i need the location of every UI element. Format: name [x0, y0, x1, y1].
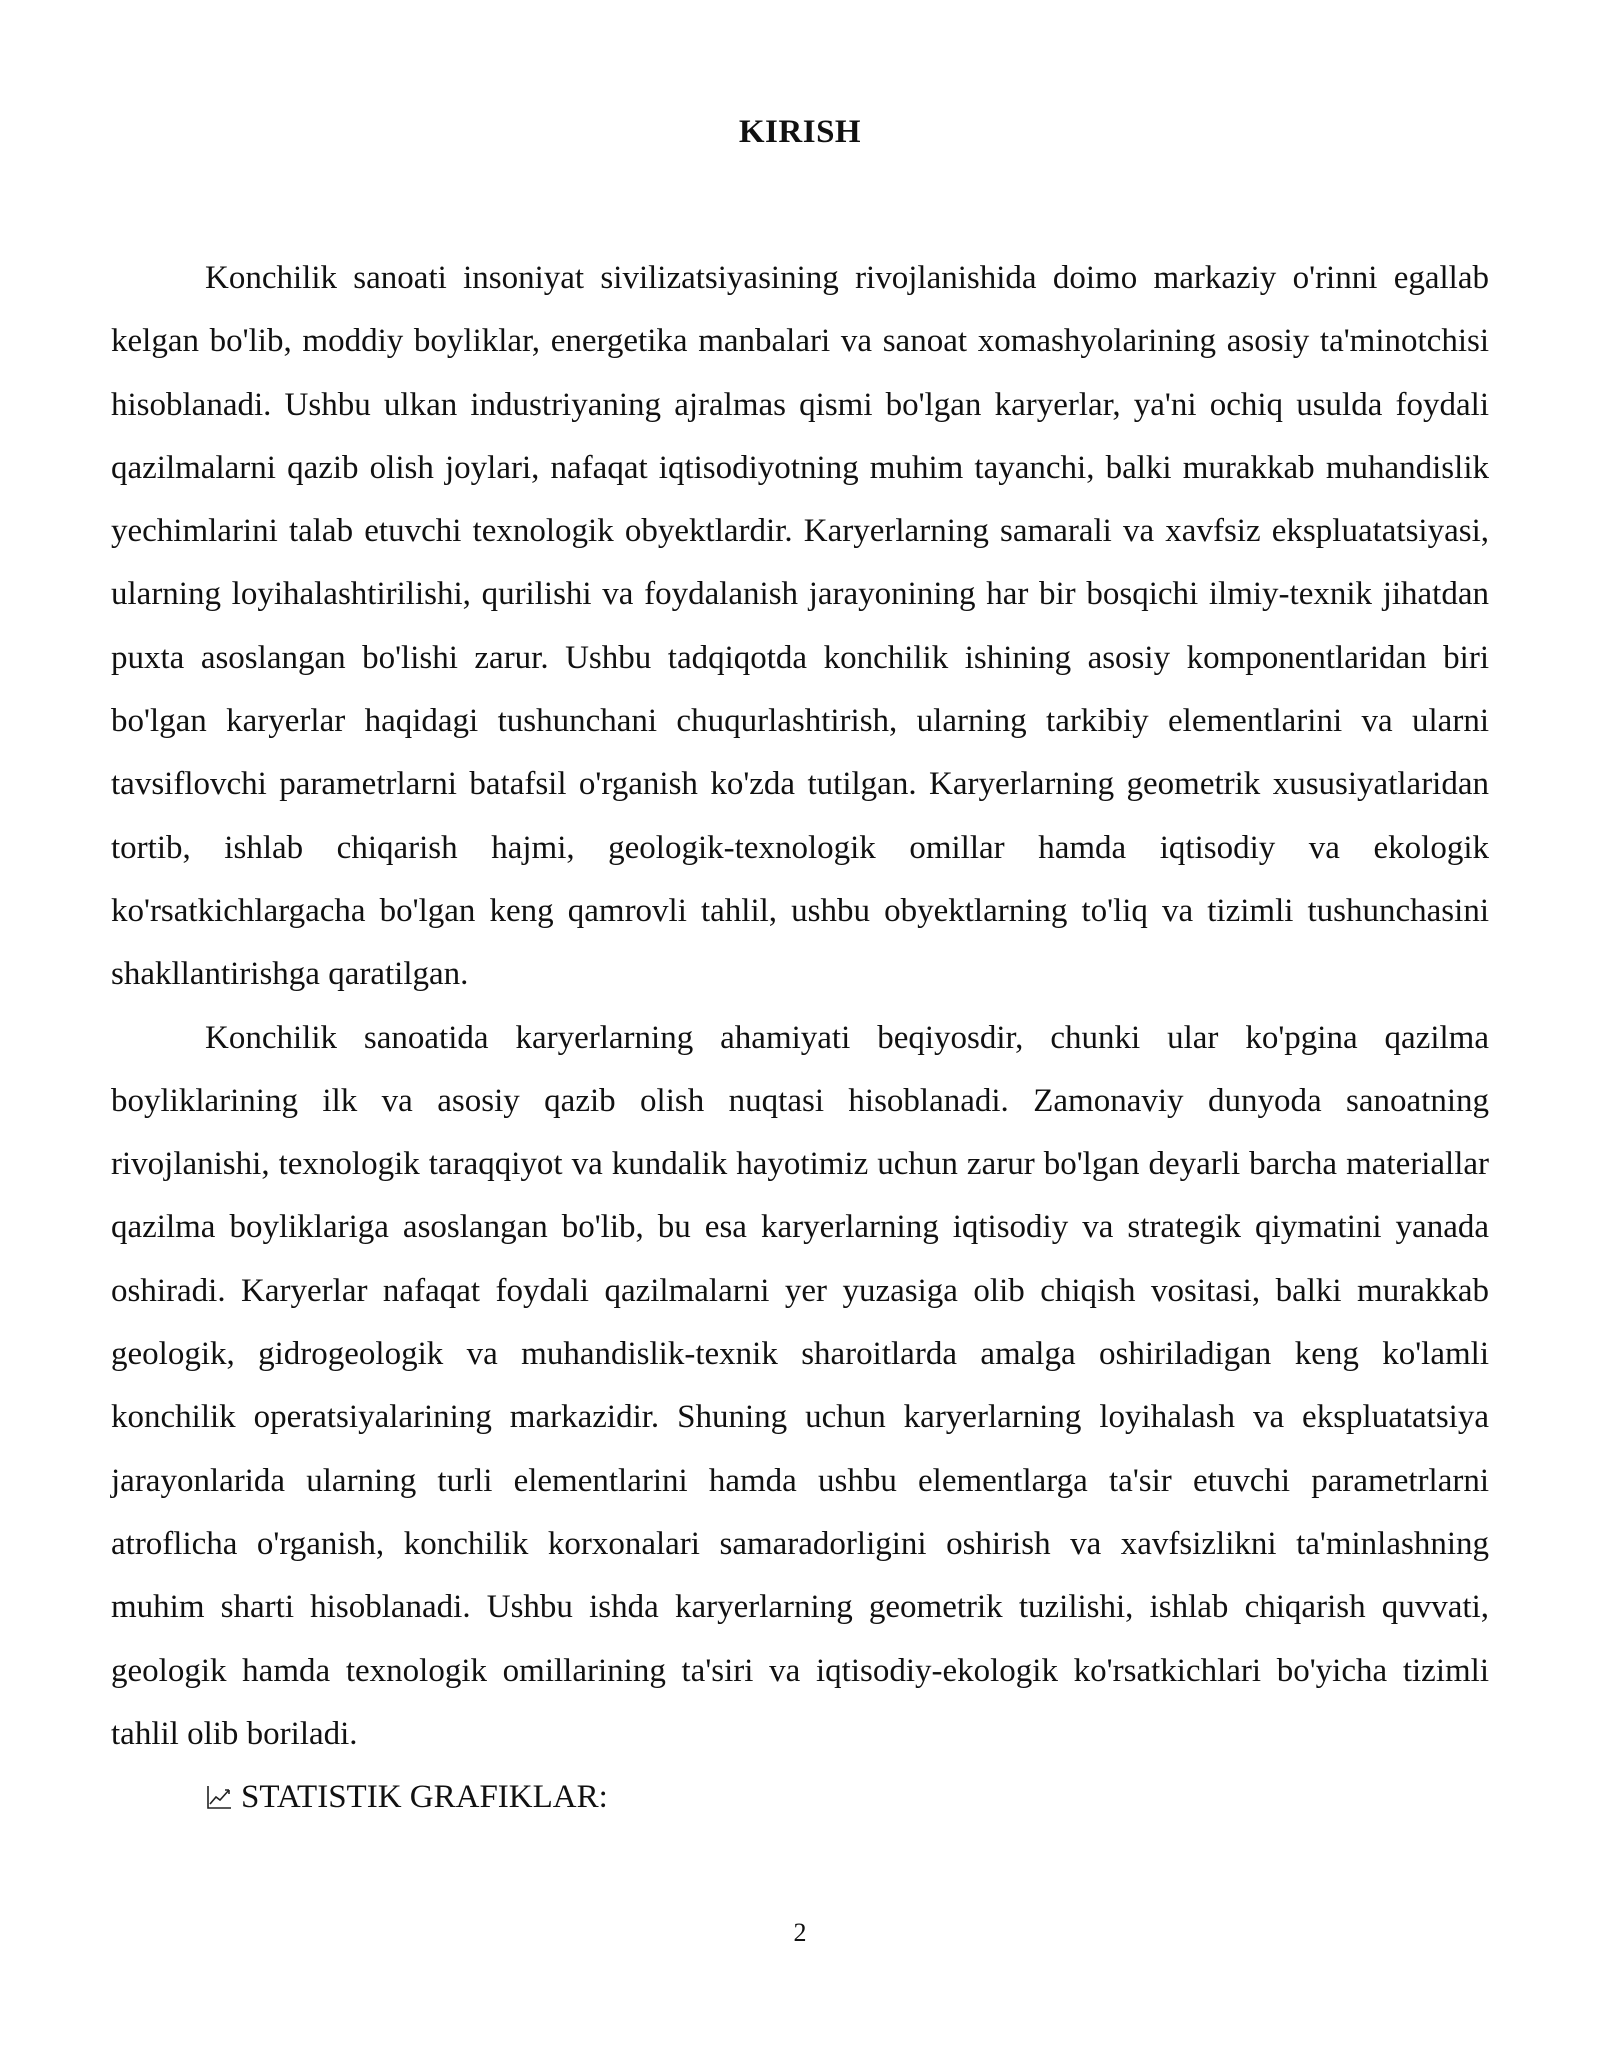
statistics-heading [111, 1766, 1489, 1829]
paragraph-2: Konchilik sanoatida karyerlarning ahamiyati beqiyosdir, chunki ular ko'pgina qazilma boyliklarining ilk va asosiy qazib olish nuqtasi hisoblanadi. Zamonaviy dunyoda sanoatning rivojlanishi, texnologik taraqqiyot va kundalik hayotimiz uchun zarur bo'lgan deyarli barcha materiallar qazilma boyliklariga asoslangan bo'lib, bu esa karyerlarning iqtisodiy va strategik qiymatini yanada oshiradi. Karyerlar nafaqat foydali qazilmalarni yer yuzasiga olib chiqish vositasi, balki murakkab geologik, gidrogeologik va muhandislik-texnik sharoitlarda amalga oshiriladigan keng ko'lamli konchilik operatsiyalarining markazidir. Shuning uchun karyerlarning loyihalash va ekspluatatsiya jarayonlarida ularning turli elementlarini hamda ushbu elementlarga ta'sir etuvchi parametrlarni atroflicha o'rganish, konchilik korxonalari samaradorligini oshirish va xavfsizlikni ta'minlashning muhim sharti hisoblanadi. Ushbu ishda karyerlarning geometrik tuzilishi, ishlab chiqarish quvvati, geologik hamda texnologik omillarining ta'siri va iqtisodiy-ekologik ko'rsatkichlari bo'yicha tizimli tahlil olib boriladi. [111, 1019, 1489, 1752]
statistics-heading-label: STATISTIK GRAFIKLAR: [241, 1779, 608, 1816]
chart-increasing-icon [205, 1783, 233, 1811]
body-text [111, 247, 1489, 1829]
page-title: KIRISH [738, 114, 862, 150]
paragraph-1: Konchilik sanoati insoniyat sivilizatsiyasining rivojlanishida doimo markaziy o'rinni egallab kelgan bo'lib, moddiy boyliklar, energetika manbalari va sanoat xomashyolarining asosiy ta'minotchisi hisoblanadi. Ushbu ulkan industriyaning ajralmas qismi bo'lgan karyerlar, ya'ni ochiq usulda foydali qazilmalarni qazib olish joylari, nafaqat iqtisodiyotning muhim tayanchi, balki murakkab muhandislik yechimlarini talab etuvchi texnologik obyektlardir. Karyerlarning samarali va xavfsiz ekspluatatsiyasi, ularning loyihalashtirilishi, qurilishi va foydalanish jarayonining har bir bosqichi ilmiy-texnik jihatdan puxta asoslangan bo'lishi zarur. Ushbu tadqiqotda konchilik ishining asosiy komponentlaridan biri bo'lgan karyerlar haqidagi tushunchani chuqurlashtirish, ularning tarkibiy elementlarini va ularni tavsiflovchi parametrlarni batafsil o'rganish ko'zda tutilgan. Karyerlarning geometrik xususiyatlaridan tortib, ishlab chiqarish hajmi, geologik-texnologik omillar hamda iqtisodiy va ekologik ko'rsatkichlargacha bo'lgan keng qamrovli tahlil, ushbu obyektlarning to'liq va tizimli tushunchasini shakllantirishga qaratilgan. [111, 260, 1489, 993]
page-number: 2 [793, 1918, 807, 1947]
